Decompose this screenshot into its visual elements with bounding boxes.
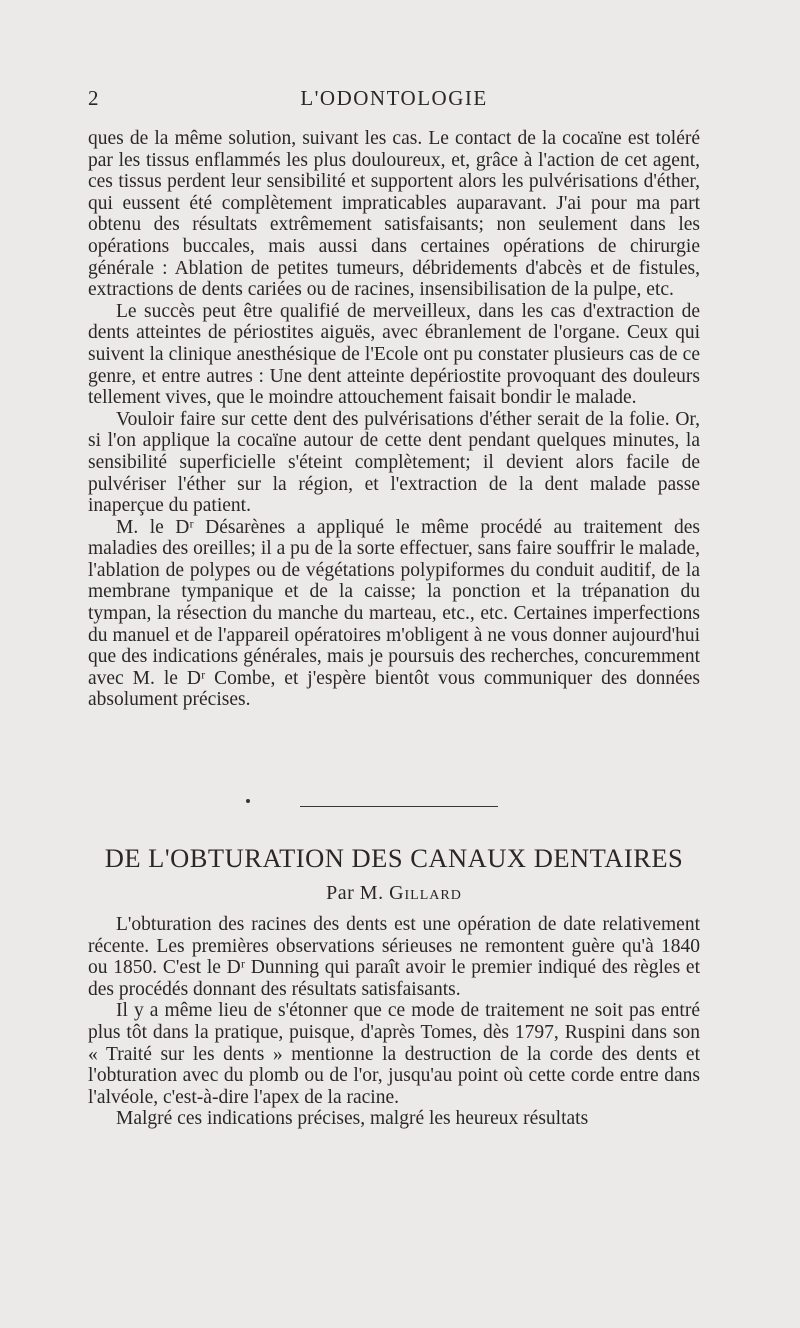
article-title: DE L'OBTURATION DES CANAUX DENTAIRES [104, 843, 684, 873]
article-byline [88, 882, 700, 905]
author-name: Gillard [389, 882, 462, 904]
paragraph: Vouloir faire sur cette dent des pulvérisations d'éther serait de la folie. Or, si l'on applique la cocaïne autour de cette dent pendant quelques minutes, la sensibilité superficielle s'éteint complètement; il devient alors facile de pulvériser l'éther sur la région, et l'extraction de la dent malade passe inaperçue du patient. [88, 408, 700, 517]
paragraph: Il y a même lieu de s'étonner que ce mode de traitement ne soit pas entré plus tôt dans la pratique, puisque, d'après Tomes, dès 1797, Ruspini dans son « Traité sur les dents » mentionne la destruction de la corde des dents et l'obturation avec du plomb ou de l'or, jusqu'au point où cette corde entre dans l'alvéole, c'est-à-dire l'apex de la racine. [88, 1000, 700, 1108]
paragraph: M. le Dʳ Désarènes a appliqué le même procédé au traitement des maladies des oreilles; il a pu de la sorte effectuer, sans faire souffrir le malade, l'ablation de polypes ou de végétations polypiformes du conduit auditif, de la membrane tympanique et de la caisse; la ponction et la trépanation du tympan, la résection du manche du marteau, etc., etc. Certaines imperfections du manuel et de l'appareil opératoires m'obligent à ne vous donner aujourd'hui que des indications générales, mais je poursuis des recherches, concuremment avec M. le Dʳ Combe, et j'espère bientôt vous communiquer des données absolument précises. [88, 516, 700, 711]
paragraph: Malgré ces indications précises, malgré les heureux résultats [116, 1108, 589, 1130]
ink-speck [246, 799, 250, 803]
running-title: L'ODONTOLOGIE [300, 86, 488, 110]
section-divider [300, 806, 498, 807]
paragraph: ques de la même solution, suivant les cas. Le contact de la cocaïne est toléré par les tissus enflammés les plus douloureux, et, grâce à l'action de cet agent, ces tissus perdent leur sensibilité et supportent alors les pulvérisations d'éther, qui eussent été complètement impraticables auparavant. J'ai pour ma part obtenu des résultats extrêmement satisfaisants; non seulement dans les opérations buccales, mais aussi dans certaines opérations de chirurgie générale : Ablation de petites tumeurs, débridements d'abcès et de fistules, extractions de dents cariées ou de racines, insensibilisation de la pulpe, etc. [88, 128, 700, 301]
page-header [88, 86, 700, 114]
paragraph: Le succès peut être qualifié de merveilleux, dans les cas d'extraction de dents atteintes de périostites aiguës, avec ébranlement de l'organe. Ceux qui suivent la clinique anesthésique de l'Ecole ont pu constater plusieurs cas de ce genre, et entre autres : Une dent atteinte depériostite provoquant des douleurs tellement vives, que le moindre attouchement faisait bondir le malade. [88, 300, 700, 409]
page-number: 2 [88, 86, 100, 110]
article-body [88, 914, 700, 1130]
byline-prefix: Par M. [326, 882, 384, 904]
paragraph: L'obturation des racines des dents est une opération de date relativement récente. Les premières observations sérieuses ne remontent guère qu'à 1840 ou 1850. C'est le Dʳ Dunning qui paraît avoir le premier indiqué des règles et des procédés donnant des résultats satisfaisants. [88, 914, 700, 1000]
continued-text-block [88, 128, 700, 711]
